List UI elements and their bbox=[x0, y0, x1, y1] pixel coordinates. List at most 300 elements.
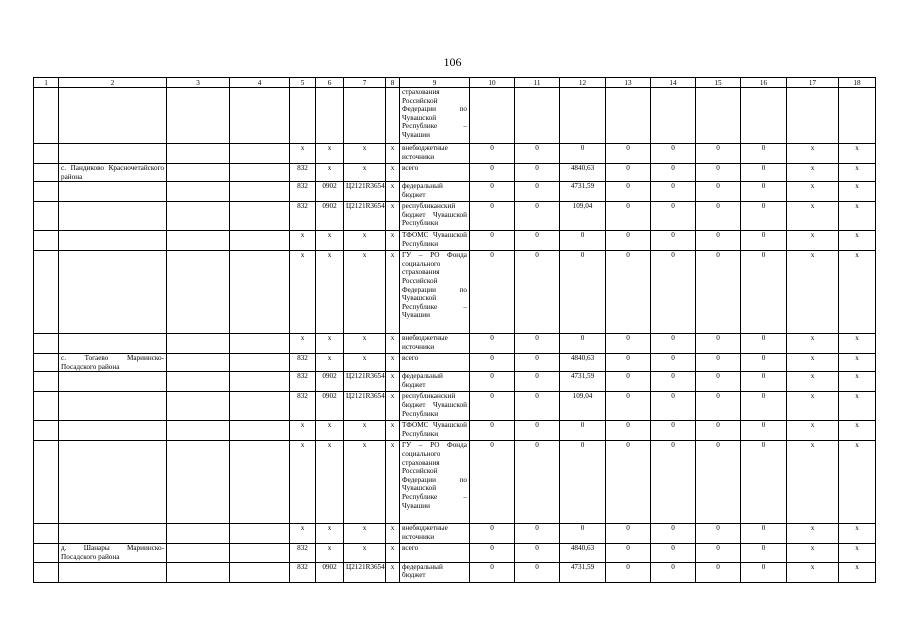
value-cell: 0 bbox=[651, 251, 696, 334]
row-name-cell bbox=[59, 372, 167, 392]
value-cell: 0 bbox=[470, 251, 515, 334]
value-cell: 0 bbox=[515, 251, 560, 334]
value-cell bbox=[787, 88, 839, 144]
value-cell: x bbox=[787, 182, 839, 202]
value-cell: x bbox=[839, 334, 876, 354]
budget-code-cell: 832 bbox=[290, 372, 316, 392]
target-article-cell: x bbox=[344, 354, 386, 372]
value-cell: 0 bbox=[515, 164, 560, 182]
value-cell: x bbox=[839, 421, 876, 441]
empty-cell bbox=[167, 202, 230, 231]
value-cell: 4840,63 bbox=[560, 544, 606, 562]
value-cell: 0 bbox=[560, 231, 606, 251]
value-cell: 0 bbox=[741, 392, 787, 421]
section-code-cell bbox=[316, 88, 344, 144]
table-row bbox=[34, 202, 876, 231]
section-code-cell: 0902 bbox=[316, 562, 344, 582]
row-name-cell bbox=[59, 144, 167, 164]
section-code-cell: 0902 bbox=[316, 372, 344, 392]
funding-source-cell: ГУ – РО Фонда социального страхования Российской Федерации по Чувашской Республике – Чувашии bbox=[400, 441, 470, 524]
value-cell: 0 bbox=[560, 441, 606, 524]
value-cell: 0 bbox=[651, 231, 696, 251]
value-cell: 0 bbox=[515, 202, 560, 231]
value-cell: x bbox=[787, 524, 839, 544]
column-header: 7 bbox=[344, 78, 386, 88]
section-code-cell: 0902 bbox=[316, 202, 344, 231]
value-cell: x bbox=[787, 441, 839, 524]
value-cell: 0 bbox=[515, 562, 560, 582]
expense-type-cell: x bbox=[386, 354, 400, 372]
value-cell: 0 bbox=[651, 354, 696, 372]
target-article-cell: x bbox=[344, 421, 386, 441]
empty-cell bbox=[230, 441, 290, 524]
value-cell: 0 bbox=[696, 354, 741, 372]
value-cell: 0 bbox=[651, 544, 696, 562]
table-row bbox=[34, 88, 876, 144]
value-cell: 0 bbox=[470, 562, 515, 582]
expense-type-cell: x bbox=[386, 182, 400, 202]
value-cell: x bbox=[839, 202, 876, 231]
budget-code-cell: x bbox=[290, 441, 316, 524]
value-cell: 4731,59 bbox=[560, 372, 606, 392]
empty-cell bbox=[230, 544, 290, 562]
empty-cell bbox=[167, 441, 230, 524]
value-cell: 0 bbox=[696, 392, 741, 421]
target-article-cell: Ц2121R3654 bbox=[344, 392, 386, 421]
page-number: 106 bbox=[443, 55, 462, 69]
value-cell: x bbox=[839, 392, 876, 421]
section-code-cell: x bbox=[316, 354, 344, 372]
value-cell: 0 bbox=[470, 354, 515, 372]
value-cell: 0 bbox=[470, 544, 515, 562]
budget-table bbox=[33, 77, 876, 583]
value-cell: 0 bbox=[696, 164, 741, 182]
empty-cell bbox=[230, 164, 290, 182]
expense-type-cell: x bbox=[386, 392, 400, 421]
column-header: 5 bbox=[290, 78, 316, 88]
value-cell: x bbox=[787, 231, 839, 251]
empty-cell bbox=[230, 334, 290, 354]
empty-cell bbox=[167, 392, 230, 421]
value-cell: 0 bbox=[741, 144, 787, 164]
table-row bbox=[34, 441, 876, 524]
value-cell: 0 bbox=[696, 544, 741, 562]
value-cell: 0 bbox=[515, 144, 560, 164]
expense-type-cell: x bbox=[386, 144, 400, 164]
value-cell: 0 bbox=[741, 372, 787, 392]
table-row bbox=[34, 164, 876, 182]
value-cell: 0 bbox=[515, 524, 560, 544]
value-cell: 0 bbox=[560, 334, 606, 354]
expense-type-cell: x bbox=[386, 251, 400, 334]
value-cell: 0 bbox=[651, 144, 696, 164]
target-article-cell: x bbox=[344, 231, 386, 251]
empty-cell bbox=[230, 354, 290, 372]
value-cell: x bbox=[839, 562, 876, 582]
value-cell: 0 bbox=[515, 544, 560, 562]
row-index-cell bbox=[34, 251, 59, 334]
budget-code-cell: x bbox=[290, 421, 316, 441]
row-name-cell bbox=[59, 251, 167, 334]
value-cell: 0 bbox=[606, 202, 651, 231]
value-cell: 0 bbox=[741, 164, 787, 182]
expense-type-cell: x bbox=[386, 164, 400, 182]
section-code-cell: x bbox=[316, 144, 344, 164]
value-cell: 0 bbox=[741, 251, 787, 334]
value-cell: 109,04 bbox=[560, 202, 606, 231]
value-cell bbox=[839, 88, 876, 144]
value-cell: 0 bbox=[696, 524, 741, 544]
row-name-cell bbox=[59, 182, 167, 202]
value-cell: 0 bbox=[470, 334, 515, 354]
value-cell: x bbox=[787, 144, 839, 164]
row-index-cell bbox=[34, 231, 59, 251]
value-cell: 4731,59 bbox=[560, 182, 606, 202]
budget-code-cell: 832 bbox=[290, 392, 316, 421]
column-header: 10 bbox=[470, 78, 515, 88]
value-cell: 0 bbox=[515, 421, 560, 441]
row-name-cell: с. Пандиково Красночетайского района bbox=[59, 164, 167, 182]
value-cell: x bbox=[839, 182, 876, 202]
empty-cell bbox=[167, 144, 230, 164]
table-row bbox=[34, 182, 876, 202]
empty-cell bbox=[230, 251, 290, 334]
column-header: 2 bbox=[59, 78, 167, 88]
value-cell: 0 bbox=[470, 421, 515, 441]
value-cell: x bbox=[787, 372, 839, 392]
column-header: 16 bbox=[741, 78, 787, 88]
column-header: 4 bbox=[230, 78, 290, 88]
row-index-cell bbox=[34, 392, 59, 421]
empty-cell bbox=[167, 231, 230, 251]
value-cell: 0 bbox=[651, 441, 696, 524]
row-name-cell bbox=[59, 334, 167, 354]
value-cell: 0 bbox=[470, 144, 515, 164]
table-row bbox=[34, 231, 876, 251]
funding-source-cell: федеральный бюджет bbox=[400, 182, 470, 202]
funding-source-cell: страхования Российской Федерации по Чувашской Республике – Чувашии bbox=[400, 88, 470, 144]
value-cell: x bbox=[787, 392, 839, 421]
budget-code-cell: 832 bbox=[290, 164, 316, 182]
row-index-cell bbox=[34, 544, 59, 562]
target-article-cell: Ц2121R3654 bbox=[344, 202, 386, 231]
column-header: 9 bbox=[400, 78, 470, 88]
row-name-cell bbox=[59, 88, 167, 144]
row-name-cell bbox=[59, 392, 167, 421]
target-article-cell: x bbox=[344, 544, 386, 562]
empty-cell bbox=[230, 88, 290, 144]
value-cell: 0 bbox=[515, 182, 560, 202]
target-article-cell: Ц2121R3654 bbox=[344, 372, 386, 392]
value-cell: 0 bbox=[696, 144, 741, 164]
value-cell: 0 bbox=[560, 524, 606, 544]
value-cell: x bbox=[787, 421, 839, 441]
value-cell: 0 bbox=[606, 441, 651, 524]
value-cell: x bbox=[787, 251, 839, 334]
value-cell: 0 bbox=[651, 392, 696, 421]
value-cell: 0 bbox=[651, 182, 696, 202]
value-cell: 0 bbox=[470, 441, 515, 524]
column-header: 8 bbox=[386, 78, 400, 88]
value-cell: 0 bbox=[741, 202, 787, 231]
value-cell: x bbox=[787, 354, 839, 372]
section-code-cell: x bbox=[316, 544, 344, 562]
table-row bbox=[34, 524, 876, 544]
funding-source-cell: всего bbox=[400, 164, 470, 182]
column-header: 18 bbox=[839, 78, 876, 88]
value-cell: 0 bbox=[606, 354, 651, 372]
funding-source-cell: республиканский бюджет Чувашской Республики bbox=[400, 202, 470, 231]
value-cell: 0 bbox=[651, 164, 696, 182]
budget-code-cell: 832 bbox=[290, 202, 316, 231]
value-cell: x bbox=[839, 372, 876, 392]
funding-source-cell: ТФОМС Чувашской Республики bbox=[400, 421, 470, 441]
empty-cell bbox=[230, 392, 290, 421]
funding-source-cell: республиканский бюджет Чувашской Республики bbox=[400, 392, 470, 421]
row-index-cell bbox=[34, 144, 59, 164]
row-index-cell bbox=[34, 441, 59, 524]
value-cell: 4840,63 bbox=[560, 164, 606, 182]
empty-cell bbox=[167, 544, 230, 562]
value-cell bbox=[741, 88, 787, 144]
empty-cell bbox=[167, 562, 230, 582]
value-cell: 0 bbox=[470, 202, 515, 231]
budget-code-cell bbox=[290, 88, 316, 144]
value-cell: 0 bbox=[606, 392, 651, 421]
value-cell: x bbox=[839, 251, 876, 334]
row-index-cell bbox=[34, 524, 59, 544]
expense-type-cell: x bbox=[386, 562, 400, 582]
value-cell: x bbox=[787, 544, 839, 562]
value-cell: 0 bbox=[651, 524, 696, 544]
empty-cell bbox=[167, 372, 230, 392]
value-cell: x bbox=[787, 164, 839, 182]
value-cell: 0 bbox=[470, 182, 515, 202]
empty-cell bbox=[230, 562, 290, 582]
row-name-cell bbox=[59, 231, 167, 251]
section-code-cell: x bbox=[316, 334, 344, 354]
expense-type-cell: x bbox=[386, 441, 400, 524]
expense-type-cell: x bbox=[386, 544, 400, 562]
value-cell: x bbox=[839, 164, 876, 182]
table-row bbox=[34, 372, 876, 392]
budget-code-cell: 832 bbox=[290, 544, 316, 562]
section-code-cell: 0902 bbox=[316, 392, 344, 421]
column-header: 1 bbox=[34, 78, 59, 88]
section-code-cell: x bbox=[316, 524, 344, 544]
table-row bbox=[34, 421, 876, 441]
value-cell: 0 bbox=[470, 164, 515, 182]
funding-source-cell: внебюджетные источники bbox=[400, 334, 470, 354]
value-cell: 0 bbox=[741, 354, 787, 372]
empty-cell bbox=[230, 421, 290, 441]
value-cell: 0 bbox=[696, 182, 741, 202]
value-cell bbox=[560, 88, 606, 144]
expense-type-cell: x bbox=[386, 372, 400, 392]
table-row bbox=[34, 334, 876, 354]
row-name-cell: с. Тогаево Мариинско-Посадского района bbox=[59, 354, 167, 372]
value-cell: 0 bbox=[470, 392, 515, 421]
value-cell: 0 bbox=[696, 441, 741, 524]
value-cell: 0 bbox=[606, 544, 651, 562]
value-cell: 0 bbox=[606, 562, 651, 582]
row-index-cell bbox=[34, 562, 59, 582]
value-cell: 0 bbox=[741, 182, 787, 202]
row-index-cell bbox=[34, 372, 59, 392]
target-article-cell: Ц2121R3654 bbox=[344, 562, 386, 582]
expense-type-cell: x bbox=[386, 334, 400, 354]
funding-source-cell: всего bbox=[400, 544, 470, 562]
value-cell: x bbox=[839, 231, 876, 251]
expense-type-cell: x bbox=[386, 421, 400, 441]
value-cell: 0 bbox=[696, 372, 741, 392]
row-index-cell bbox=[34, 88, 59, 144]
row-name-cell bbox=[59, 562, 167, 582]
section-code-cell: x bbox=[316, 231, 344, 251]
empty-cell bbox=[167, 88, 230, 144]
value-cell bbox=[470, 88, 515, 144]
value-cell: 0 bbox=[696, 231, 741, 251]
empty-cell bbox=[230, 372, 290, 392]
target-article-cell: x bbox=[344, 251, 386, 334]
value-cell: x bbox=[839, 524, 876, 544]
value-cell: 0 bbox=[741, 231, 787, 251]
empty-cell bbox=[167, 524, 230, 544]
value-cell: 0 bbox=[696, 421, 741, 441]
empty-cell bbox=[230, 182, 290, 202]
section-code-cell: x bbox=[316, 421, 344, 441]
funding-source-cell: внебюджетные источники bbox=[400, 144, 470, 164]
value-cell bbox=[606, 88, 651, 144]
value-cell: 0 bbox=[606, 164, 651, 182]
empty-cell bbox=[167, 164, 230, 182]
column-header: 15 bbox=[696, 78, 741, 88]
value-cell: 0 bbox=[741, 524, 787, 544]
value-cell: 0 bbox=[651, 202, 696, 231]
value-cell: 0 bbox=[606, 251, 651, 334]
row-name-cell bbox=[59, 421, 167, 441]
target-article-cell: x bbox=[344, 334, 386, 354]
value-cell: 0 bbox=[515, 354, 560, 372]
section-code-cell: x bbox=[316, 251, 344, 334]
row-index-cell bbox=[34, 334, 59, 354]
funding-source-cell: ТФОМС Чувашской Республики bbox=[400, 231, 470, 251]
target-article-cell: x bbox=[344, 524, 386, 544]
value-cell: 0 bbox=[741, 562, 787, 582]
value-cell: 0 bbox=[560, 421, 606, 441]
empty-cell bbox=[167, 334, 230, 354]
value-cell: 0 bbox=[651, 334, 696, 354]
funding-source-cell: всего bbox=[400, 354, 470, 372]
empty-cell bbox=[230, 524, 290, 544]
budget-code-cell: 832 bbox=[290, 562, 316, 582]
funding-source-cell: ГУ – РО Фонда социального страхования Российской Федерации по Чувашской Республике – Чувашии bbox=[400, 251, 470, 334]
value-cell: 0 bbox=[651, 372, 696, 392]
row-name-cell bbox=[59, 202, 167, 231]
column-header: 6 bbox=[316, 78, 344, 88]
value-cell: 0 bbox=[515, 372, 560, 392]
value-cell: x bbox=[839, 354, 876, 372]
value-cell: 0 bbox=[606, 524, 651, 544]
value-cell: 0 bbox=[651, 562, 696, 582]
funding-source-cell: федеральный бюджет bbox=[400, 372, 470, 392]
value-cell: 0 bbox=[741, 334, 787, 354]
value-cell: x bbox=[839, 144, 876, 164]
value-cell: 4840,63 bbox=[560, 354, 606, 372]
value-cell: 0 bbox=[560, 251, 606, 334]
value-cell: 0 bbox=[741, 421, 787, 441]
budget-code-cell: 832 bbox=[290, 182, 316, 202]
value-cell: 0 bbox=[606, 421, 651, 441]
budget-code-cell: 832 bbox=[290, 354, 316, 372]
row-index-cell bbox=[34, 354, 59, 372]
column-header: 3 bbox=[167, 78, 230, 88]
value-cell: 109,04 bbox=[560, 392, 606, 421]
value-cell: 0 bbox=[696, 251, 741, 334]
budget-code-cell: x bbox=[290, 231, 316, 251]
section-code-cell: 0902 bbox=[316, 182, 344, 202]
value-cell bbox=[515, 88, 560, 144]
empty-cell bbox=[230, 231, 290, 251]
value-cell: 0 bbox=[515, 392, 560, 421]
value-cell bbox=[651, 88, 696, 144]
row-index-cell bbox=[34, 182, 59, 202]
value-cell: 0 bbox=[606, 182, 651, 202]
table-row bbox=[34, 544, 876, 562]
value-cell: 4731,59 bbox=[560, 562, 606, 582]
value-cell: x bbox=[839, 544, 876, 562]
value-cell: 0 bbox=[470, 524, 515, 544]
funding-source-cell: внебюджетные источники bbox=[400, 524, 470, 544]
expense-type-cell: x bbox=[386, 231, 400, 251]
value-cell: 0 bbox=[560, 144, 606, 164]
value-cell: 0 bbox=[696, 334, 741, 354]
table-row bbox=[34, 562, 876, 582]
value-cell: 0 bbox=[606, 334, 651, 354]
column-header: 12 bbox=[560, 78, 606, 88]
value-cell: 0 bbox=[515, 334, 560, 354]
empty-cell bbox=[167, 354, 230, 372]
expense-type-cell bbox=[386, 88, 400, 144]
budget-code-cell: x bbox=[290, 251, 316, 334]
value-cell: 0 bbox=[470, 372, 515, 392]
row-name-cell: д. Шанары Мариинско-Посадского района bbox=[59, 544, 167, 562]
value-cell: 0 bbox=[696, 202, 741, 231]
column-header: 14 bbox=[651, 78, 696, 88]
empty-cell bbox=[167, 421, 230, 441]
target-article-cell bbox=[344, 88, 386, 144]
row-index-cell bbox=[34, 202, 59, 231]
value-cell: x bbox=[787, 334, 839, 354]
budget-code-cell: x bbox=[290, 334, 316, 354]
row-index-cell bbox=[34, 164, 59, 182]
value-cell: 0 bbox=[470, 231, 515, 251]
value-cell: 0 bbox=[651, 421, 696, 441]
column-header: 11 bbox=[515, 78, 560, 88]
value-cell: 0 bbox=[606, 372, 651, 392]
row-index-cell bbox=[34, 421, 59, 441]
expense-type-cell: x bbox=[386, 202, 400, 231]
section-code-cell: x bbox=[316, 441, 344, 524]
section-code-cell: x bbox=[316, 164, 344, 182]
row-name-cell bbox=[59, 524, 167, 544]
empty-cell bbox=[230, 202, 290, 231]
value-cell: 0 bbox=[606, 231, 651, 251]
value-cell: x bbox=[787, 202, 839, 231]
budget-code-cell: x bbox=[290, 144, 316, 164]
table-row bbox=[34, 251, 876, 334]
value-cell: 0 bbox=[741, 544, 787, 562]
